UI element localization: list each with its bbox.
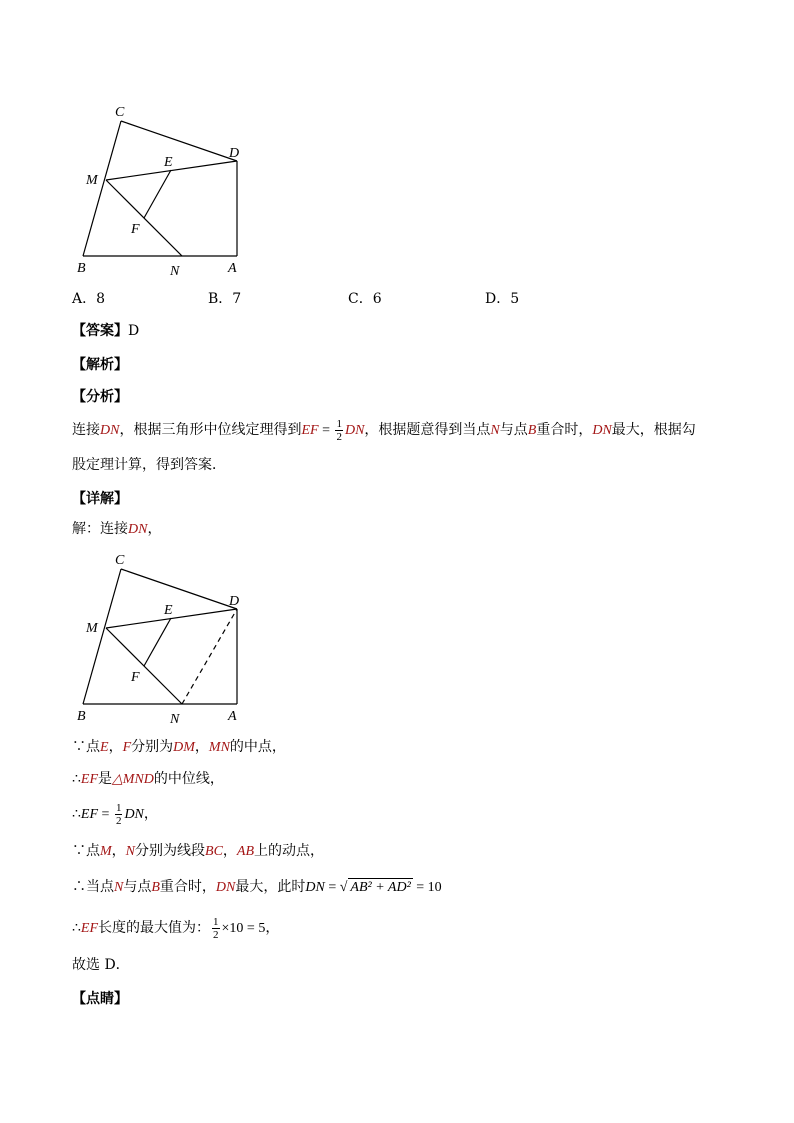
label-f: F (131, 222, 140, 237)
segment-cd (121, 569, 240, 609)
option-c: C．6 (348, 291, 382, 307)
fraction-half: $\frac{1}{2}$ (115, 801, 122, 827)
geometry-figure-1 (70, 98, 260, 283)
label-m: M (86, 621, 98, 636)
xiangjie-tag: 【详解】 (72, 491, 128, 507)
jiexi-tag: 【解析】 (72, 357, 128, 373)
label-c: C (115, 553, 125, 568)
solution-line-1: 解：连接DN， (72, 521, 162, 537)
solution-line-7: ∴EF长度的最大值为： $\frac{1}{2}$ ×10 = 5， (72, 915, 280, 941)
segment-ef (144, 618, 171, 666)
label-e: E (164, 603, 173, 618)
option-b: B．7 (208, 291, 242, 307)
segment-dn-dashed (182, 609, 237, 704)
label-e: E (164, 155, 173, 170)
option-a: A．8 (72, 291, 106, 307)
label-f: F (131, 670, 140, 685)
segment-ef (144, 170, 171, 218)
fenxi-tag: 【分析】 (72, 389, 128, 405)
segment-cd (121, 121, 240, 161)
solution-line-4: ∴EF = $\frac{1}{2}$ DN， (72, 801, 158, 827)
solution-line-6: ∴当点N与点B重合时，DN最大，此时DN = √ AB² + AD² = 10 (72, 879, 442, 895)
option-d: D．5 (485, 291, 520, 307)
label-b: B (77, 261, 86, 276)
dianjing-tag: 【点睛】 (72, 991, 128, 1007)
sqrt-expression: AB² + AD² (350, 880, 411, 895)
fraction-half: $\frac{1}{2}$ (336, 417, 342, 443)
label-d: D (229, 594, 240, 609)
solution-line-2: ∵点E，F分别为DM，MN的中点， (72, 739, 286, 755)
fraction-half: $\frac{1}{2}$ (213, 915, 219, 941)
geometry-figure-2 (70, 546, 260, 726)
answer-value: D (128, 323, 140, 339)
label-n: N (170, 712, 180, 726)
label-m: M (86, 173, 98, 188)
label-d: D (229, 146, 240, 161)
label-a: A (228, 261, 237, 276)
solution-line-3: ∴EF是△MND的中位线， (72, 771, 224, 787)
answer-tag: 【答案】 (72, 323, 128, 339)
label-n: N (170, 264, 180, 279)
solution-line-5: ∵点M，N分别为线段BC，AB上的动点， (72, 843, 325, 859)
label-b: B (77, 709, 86, 724)
solution-line-8: 故选 D． (72, 957, 130, 973)
label-a: A (228, 709, 237, 724)
answer-line (72, 322, 139, 340)
analysis-line-1: 连接DN，根据三角形中位线定理得到EF = $\frac{1}{2}$ DN，根据题意得到当点N与点B重合时，DN最大，根据勾 (72, 417, 696, 443)
analysis-line-2: 股定理计算，得到答案． (72, 457, 226, 473)
label-c: C (115, 105, 125, 120)
